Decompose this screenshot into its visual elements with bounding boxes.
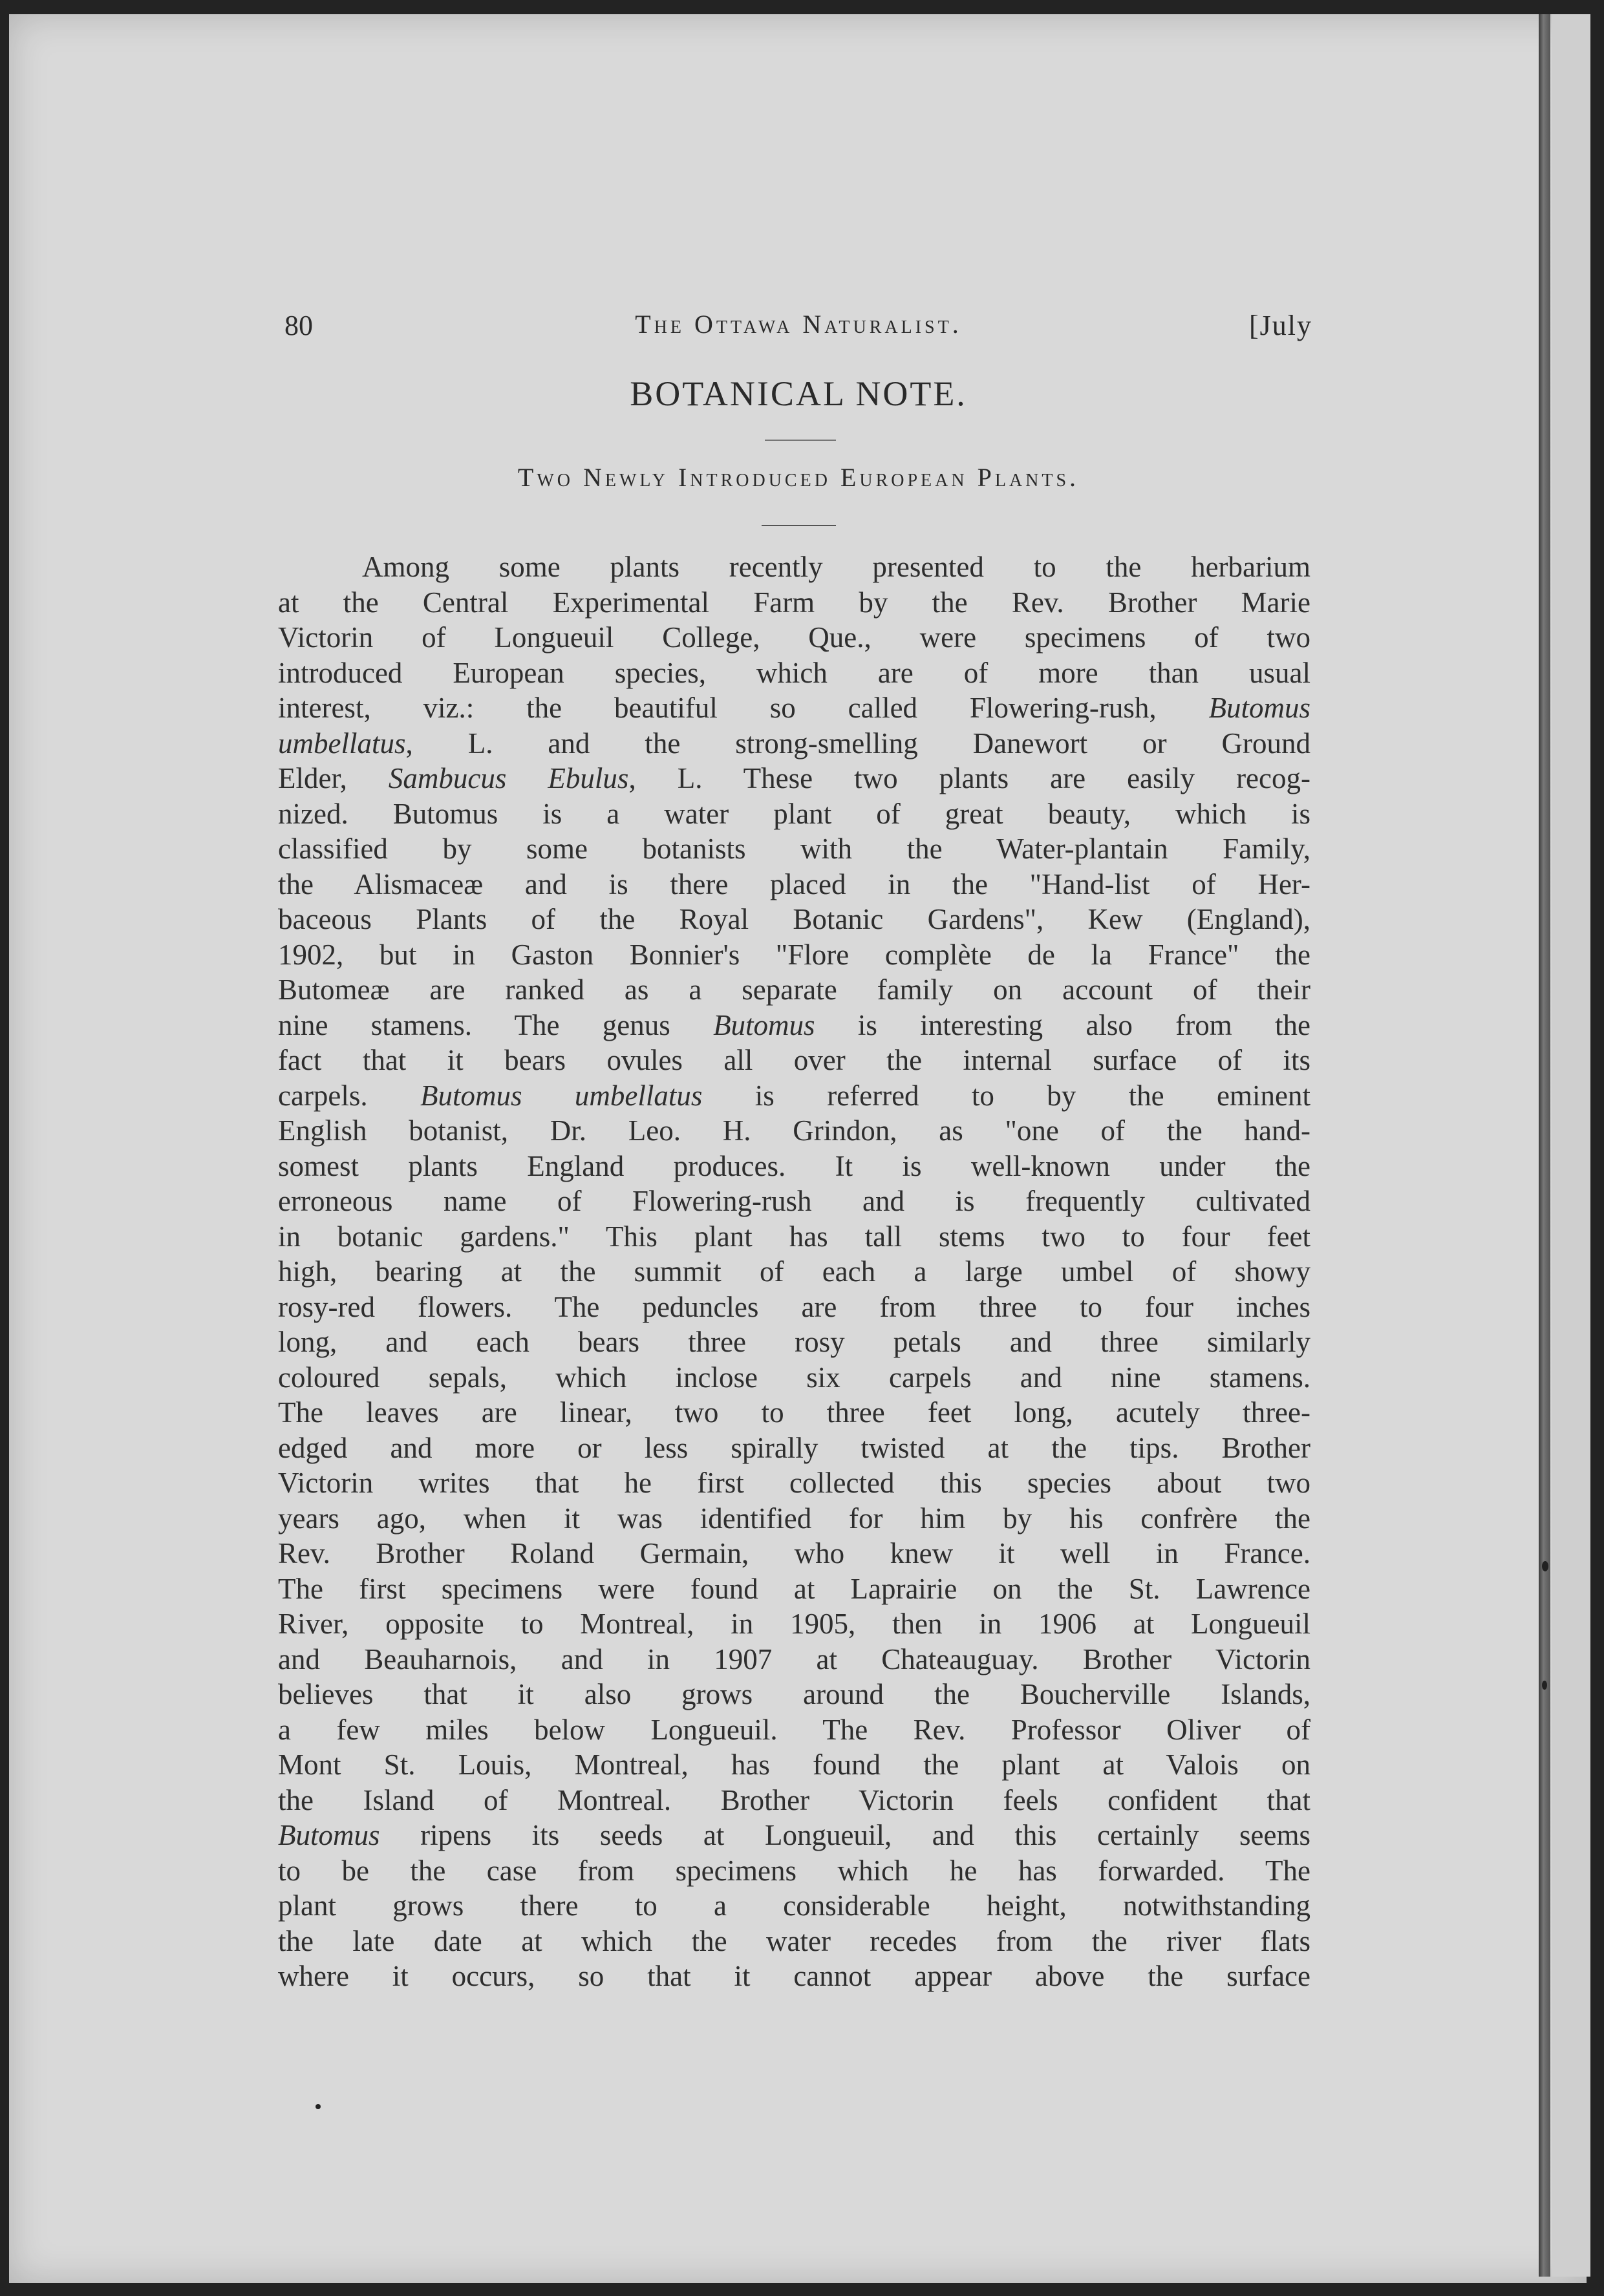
text-run: Elder, [278, 762, 389, 794]
text-run: high, bearing at the summit of each a large umbel of showy [278, 1255, 1310, 1288]
text-line [278, 1642, 1310, 1677]
binding-strip [1539, 14, 1550, 2277]
text-run: to be the case from specimens which he has forwarded. The [278, 1854, 1310, 1887]
text-line [278, 1959, 1310, 1994]
text-line [278, 655, 1310, 691]
text-run: believes that it also grows around the Boucherville Islands, [278, 1678, 1310, 1710]
subtitle-rule [762, 525, 836, 526]
text-line [278, 1149, 1310, 1184]
text-line [278, 585, 1310, 621]
text-line [278, 1536, 1310, 1571]
text-line [278, 726, 1310, 761]
text-line [278, 690, 1310, 726]
text-line [278, 1888, 1310, 1924]
text-line [278, 1113, 1310, 1149]
text-line [278, 972, 1310, 1008]
text-run: Butomeæ are ranked as a separate family on account of their [278, 973, 1310, 1006]
text-line [278, 937, 1310, 973]
text-line [278, 1078, 1310, 1114]
text-run: the late date at which the water recedes from the river flats [278, 1924, 1310, 1957]
text-line [278, 1747, 1310, 1783]
text-line [278, 1924, 1310, 1959]
text-line [278, 1571, 1310, 1607]
text-line [278, 867, 1310, 902]
text-line [278, 1324, 1310, 1360]
text-run: years ago, when it was identified for him by his confrère the [278, 1502, 1310, 1535]
running-header [284, 304, 1312, 349]
text-run: ripens its seeds at Longueuil, and this certainly seems [380, 1819, 1310, 1851]
italic-text: Sambucus Ebulus [388, 762, 629, 794]
text-run: nized. Butomus is a water plant of great beauty, which is [278, 797, 1310, 830]
text-run: introduced European species, which are of more than usual [278, 656, 1310, 689]
text-line [278, 1395, 1310, 1430]
text-run: carpels. [278, 1079, 421, 1112]
text-line [278, 1712, 1310, 1748]
text-run: where it occurs, so that it cannot appear above the surface [278, 1960, 1310, 1992]
text-line [278, 620, 1310, 655]
text-line [278, 1606, 1310, 1642]
text-line [278, 902, 1310, 937]
issue-month: [July [1249, 310, 1312, 341]
text-line [278, 761, 1310, 796]
text-run: somest plants England produces. It is well-known under the [278, 1149, 1310, 1182]
text-run: plant grows there to a considerable height, notwithstanding [278, 1889, 1310, 1922]
text-run: Mont St. Louis, Montreal, has found the plant at Valois on [278, 1749, 1310, 1781]
text-line [278, 1677, 1310, 1712]
text-run: English botanist, Dr. Leo. H. Grindon, as "one of the hand- [278, 1114, 1310, 1147]
text-run: River, opposite to Montreal, in 1905, then in 1906 at Longueuil [278, 1608, 1310, 1640]
text-run: , L. These two plants are easily recog- [628, 762, 1310, 794]
text-run: a few miles below Longueuil. The Rev. Professor Oliver of [278, 1713, 1310, 1746]
text-run: nine stamens. The genus [278, 1008, 714, 1041]
text-run: Among some plants recently presented to the herbarium [362, 551, 1310, 583]
text-run: the Alismaceæ and is there placed in the "Hand-list of Her- [278, 867, 1310, 900]
text-run: Rev. Brother Roland Germain, who knew it well in France. [278, 1537, 1310, 1569]
text-run: , L. and the strong-smelling Danewort or Ground [405, 727, 1310, 760]
text-run: erroneous name of Flowering-rush and is frequently cultivated [278, 1185, 1310, 1217]
text-line [278, 1219, 1310, 1255]
page-number: 80 [284, 310, 313, 341]
text-run: baceous Plants of the Royal Botanic Gardens", Kew (England), [278, 903, 1310, 935]
text-line [278, 1290, 1310, 1325]
article-title: BOTANICAL NOTE. [630, 374, 967, 413]
text-run: Victorin of Longueuil College, Que., were specimens of two [278, 621, 1310, 654]
journal-title: The Ottawa Naturalist. [635, 310, 962, 339]
text-run: the Island of Montreal. Brother Victorin feels confident that [278, 1783, 1310, 1816]
italic-text: Butomus umbellatus [420, 1079, 703, 1112]
dust-speck [1542, 1681, 1547, 1690]
article-body [278, 549, 1310, 1994]
italic-text: umbellatus [278, 727, 406, 760]
text-line [278, 1254, 1310, 1290]
italic-text: Butomus [1208, 692, 1310, 724]
text-run: at the Central Experimental Farm by the Rev. Brother Marie [278, 586, 1310, 619]
text-line [278, 1430, 1310, 1466]
text-run: edged and more or less spirally twisted at the tips. Brother [278, 1431, 1310, 1464]
text-line [278, 549, 1310, 585]
text-line [278, 1043, 1310, 1078]
page-edge [1552, 14, 1590, 2277]
text-line [278, 1465, 1310, 1501]
text-run: and Beauharnois, and in 1907 at Chateauguay. Brother Victorin [278, 1642, 1310, 1675]
article-subtitle: Two Newly Introduced European Plants. [517, 463, 1080, 492]
dust-speck [315, 2104, 321, 2109]
title-rule [765, 440, 836, 441]
text-run: in botanic gardens." This plant has tall stems two to four feet [278, 1220, 1310, 1253]
text-run: fact that it bears ovules all over the internal surface of its [278, 1044, 1310, 1076]
text-line [278, 1184, 1310, 1219]
text-line [278, 831, 1310, 867]
text-run: rosy-red flowers. The peduncles are from three to four inches [278, 1290, 1310, 1323]
text-run: coloured sepals, which inclose six carpels and nine stamens. [278, 1361, 1310, 1394]
italic-text: Butomus [278, 1819, 380, 1851]
text-line [278, 1818, 1310, 1853]
text-line [278, 1008, 1310, 1043]
dust-speck [1542, 1561, 1548, 1571]
text-line [278, 796, 1310, 832]
italic-text: Butomus [713, 1008, 815, 1041]
text-run: The leaves are linear, two to three feet long, acutely three- [278, 1396, 1310, 1429]
text-run: long, and each bears three rosy petals and three similarly [278, 1326, 1310, 1358]
text-run: The first specimens were found at Laprairie on the St. Lawrence [278, 1572, 1310, 1605]
text-run: interest, viz.: the beautiful so called Flowering-rush, [278, 692, 1209, 724]
text-line [278, 1783, 1310, 1818]
text-run: 1902, but in Gaston Bonnier's "Flore complète de la France" the [278, 938, 1310, 971]
text-run: is referred to by the eminent [702, 1079, 1310, 1112]
text-run: Victorin writes that he first collected this species about two [278, 1467, 1310, 1499]
text-line [278, 1501, 1310, 1536]
text-line [278, 1853, 1310, 1889]
text-run: is interesting also from the [815, 1008, 1310, 1041]
text-run: classified by some botanists with the Water-plantain Family, [278, 833, 1310, 865]
text-line [278, 1360, 1310, 1396]
